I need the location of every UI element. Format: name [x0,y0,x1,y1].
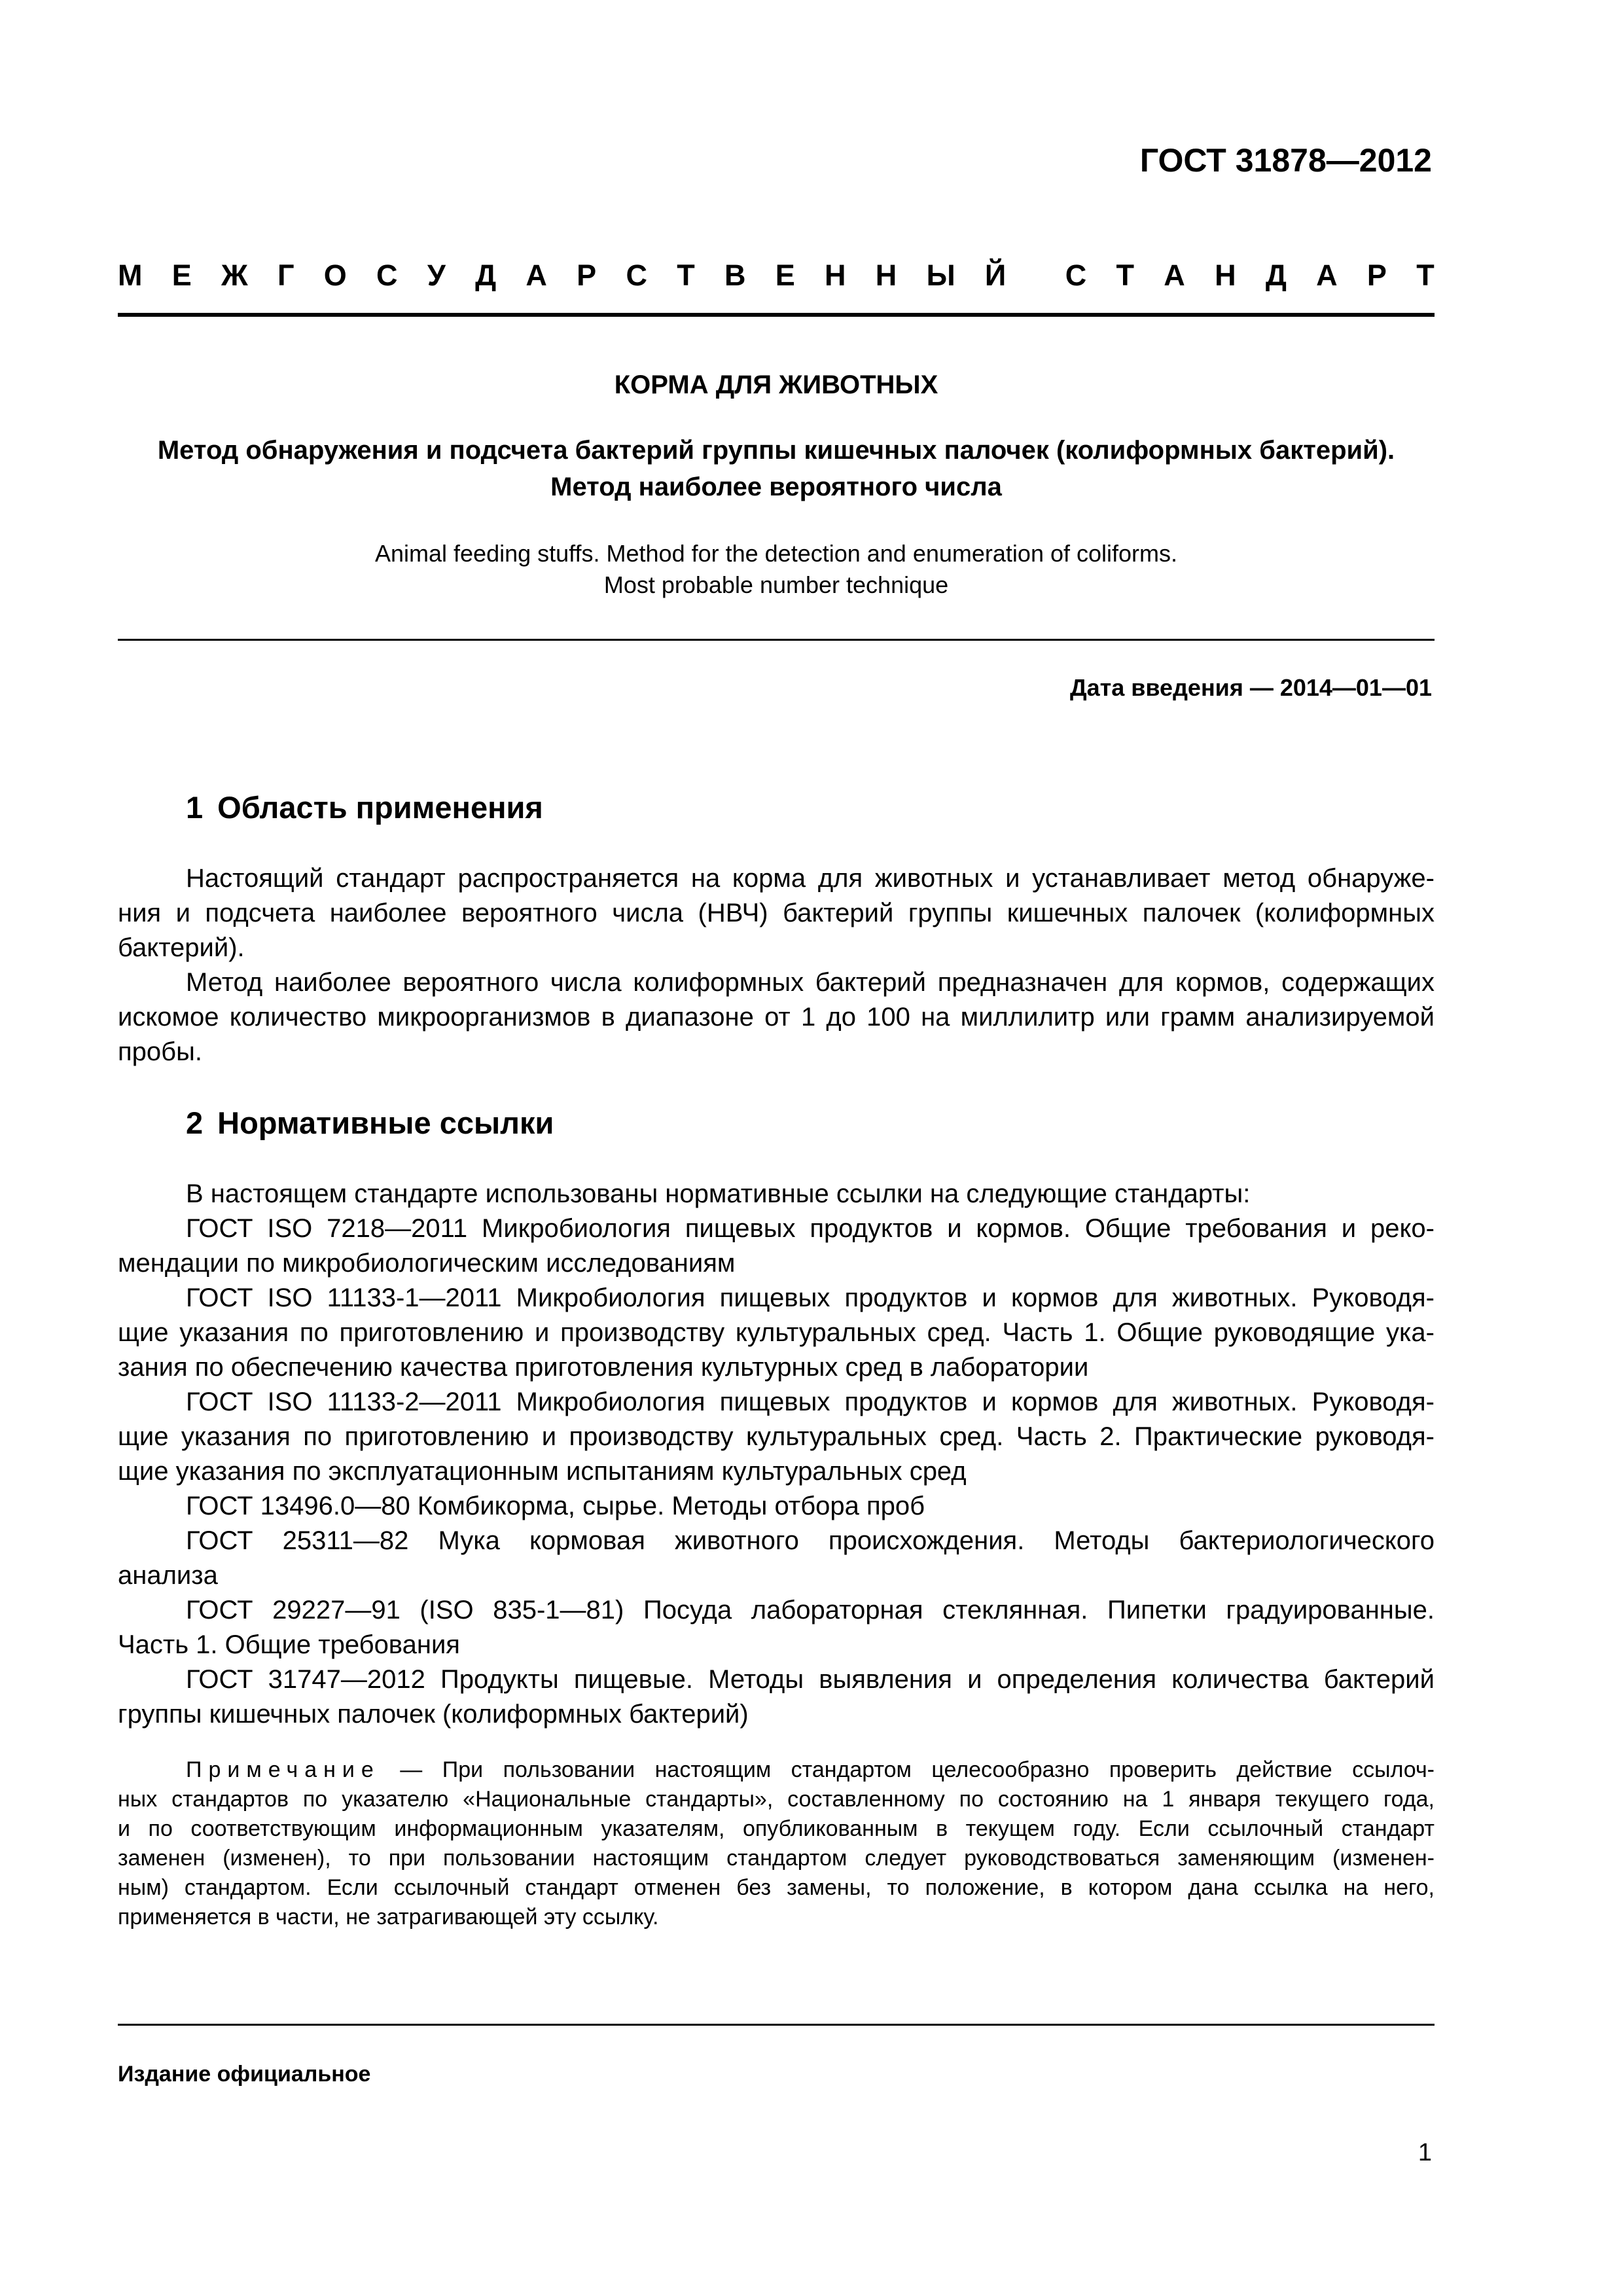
reference-line: щие указания по приготовлению и производству культуральных сред. Часть 2. Практические руководя- [118,1422,1435,1451]
reference-line: ГОСТ 13496.0—80 Комбикорма, сырье. Методы отбора проб [186,1492,925,1520]
reference-line: щие указания по эксплуатационным испытаниям культуральных сред [118,1457,967,1486]
section-title: Нормативные ссылки [217,1105,554,1140]
reference-line: Часть 1. Общие требования [118,1630,460,1659]
reference-line: зания по обеспечению качества приготовления культурных сред в лаборатории [118,1353,1089,1382]
note-line: ным) стандартом. Если ссылочный стандарт отменен без замены, то положение, в котором дана ссылка на него, [118,1875,1435,1900]
note-line: ных стандартов по указателю «Национальные стандарты», составленному по состоянию на 1 января текущего года, [118,1787,1435,1812]
reference-line: ГОСТ 25311—82 Мука кормовая животного происхождения. Методы бактериологического [186,1526,1435,1555]
note-line: заменен (изменен), то при пользовании настоящим стандартом следует руководствоваться заменяющим (изменен- [118,1846,1435,1871]
reference-line: щие указания по приготовлению и производству культуральных сред. Часть 1. Общие руководящие ука- [118,1318,1435,1347]
text-line: ния и подсчета наиболее вероятного числа (НВЧ) бактерий группы кишечных палочек (колиформных [118,899,1435,927]
standard-type-letter: Ы [926,259,955,292]
standard-type-letter: Т [1116,259,1135,292]
english-title-line: Most probable number technique [603,571,949,598]
note-text: — При пользовании настоящим стандартом целесообразно проверить действие ссылоч- [380,1757,1435,1782]
section-1-heading [186,789,543,825]
standard-type-letter: Ж [221,259,248,292]
reference-line: ГОСТ 31747—2012 Продукты пищевые. Методы выявления и определения количества бактерий [186,1665,1435,1694]
standard-type-letter: А [1164,259,1185,292]
section-number: 1 [186,790,204,825]
standard-type-letter: Д [475,259,497,292]
section-2-body [118,1177,1435,1732]
reference-line: мендации по микробиологическим исследованиям [118,1249,736,1278]
standard-type-letter: Н [825,259,846,292]
english-title [118,538,1435,601]
standard-type-letter: Д [1265,259,1287,292]
note-line: применяется в части, не затрагивающей эту ссылку. [118,1905,659,1929]
standard-type-letter: Н [1215,259,1236,292]
standard-type-letter: Т [1416,259,1435,292]
text-line: бактерий). [118,933,245,962]
text-line: искомое количество микроорганизмов в диапазоне от 1 до 100 на миллилитр или грамм анализируемой [118,1003,1435,1031]
document-subtitle [118,432,1435,505]
standard-type-letter: Н [875,259,897,292]
standard-type-letter: М [118,259,143,292]
standard-type-letter: У [427,259,446,292]
english-title-line: Animal feeding stuffs. Method for the detection and enumeration of coliforms. [374,540,1178,567]
reference-line: ГОСТ ISO 11133-1—2011 Микробиология пищевых продуктов и кормов для животных. Руководя- [186,1283,1435,1312]
standard-type-letter: С [1065,259,1087,292]
standard-type-letter: Т [677,259,695,292]
document-number: ГОСТ 31878—2012 [1139,142,1432,179]
text-line: Метод наиболее вероятного числа колиформных бактерий предназначен для кормов, содержащих [186,968,1435,997]
note-line: и по соответствующим информационным указателям, опубликованным в текущем году. Если ссылочный стандарт [118,1816,1435,1841]
section-1-body [118,861,1435,1069]
title-divider [118,639,1435,641]
text-line: Настоящий стандарт распространяется на корма для животных и устанавливает метод обнаруже- [186,864,1435,893]
reference-line: группы кишечных палочек (колиформных бактерий) [118,1700,749,1729]
note-block [118,1755,1435,1932]
standard-type-letter: Г [277,259,294,292]
standard-type-letter: О [323,259,347,292]
standard-type-letter: Е [171,259,192,292]
section-number: 2 [186,1105,204,1140]
standard-type-letter: В [724,259,746,292]
section-2-heading [186,1105,554,1141]
edition-label: Издание официальное [118,2062,371,2087]
page-number: 1 [1418,2139,1432,2166]
reference-line: анализа [118,1561,218,1590]
standard-type-letter: А [1316,259,1338,292]
standard-type-letter: С [626,259,647,292]
standard-type-letter: Р [1366,259,1387,292]
reference-line: ГОСТ ISO 11133-2—2011 Микробиология пищевых продуктов и кормов для животных. Руководя- [186,1388,1435,1416]
standard-type-letter: Й [984,259,1007,292]
text-line: пробы. [118,1037,202,1066]
standard-type-heading [118,257,1435,295]
header-divider [118,313,1435,317]
standard-type-letter: С [376,259,398,292]
reference-line: ГОСТ ISO 7218—2011 Микробиология пищевых продуктов и кормов. Общие требования и реко- [186,1214,1435,1243]
text-line: В настоящем стандарте использованы нормативные ссылки на следующие стандарты: [186,1179,1251,1208]
note-first-line [118,1755,1435,1785]
standard-type-letter: А [526,259,547,292]
introduction-date: Дата введения — 2014—01—01 [1069,674,1432,701]
subtitle-line: Метод наиболее вероятного числа [550,473,1002,501]
note-label: Примечание [186,1757,380,1782]
footer-divider [118,2024,1435,2026]
subtitle-line: Метод обнаружения и подсчета бактерий группы кишечных палочек (колиформных бактерий). [157,436,1395,465]
standard-type-letter: Е [775,259,795,292]
document-title: КОРМА ДЛЯ ЖИВОТНЫХ [614,370,938,399]
standard-type-letter: Р [577,259,597,292]
reference-line: ГОСТ 29227—91 (ISO 835-1—81) Посуда лабораторная стеклянная. Пипетки градуированные. [186,1596,1435,1624]
section-title: Область применения [217,790,543,825]
